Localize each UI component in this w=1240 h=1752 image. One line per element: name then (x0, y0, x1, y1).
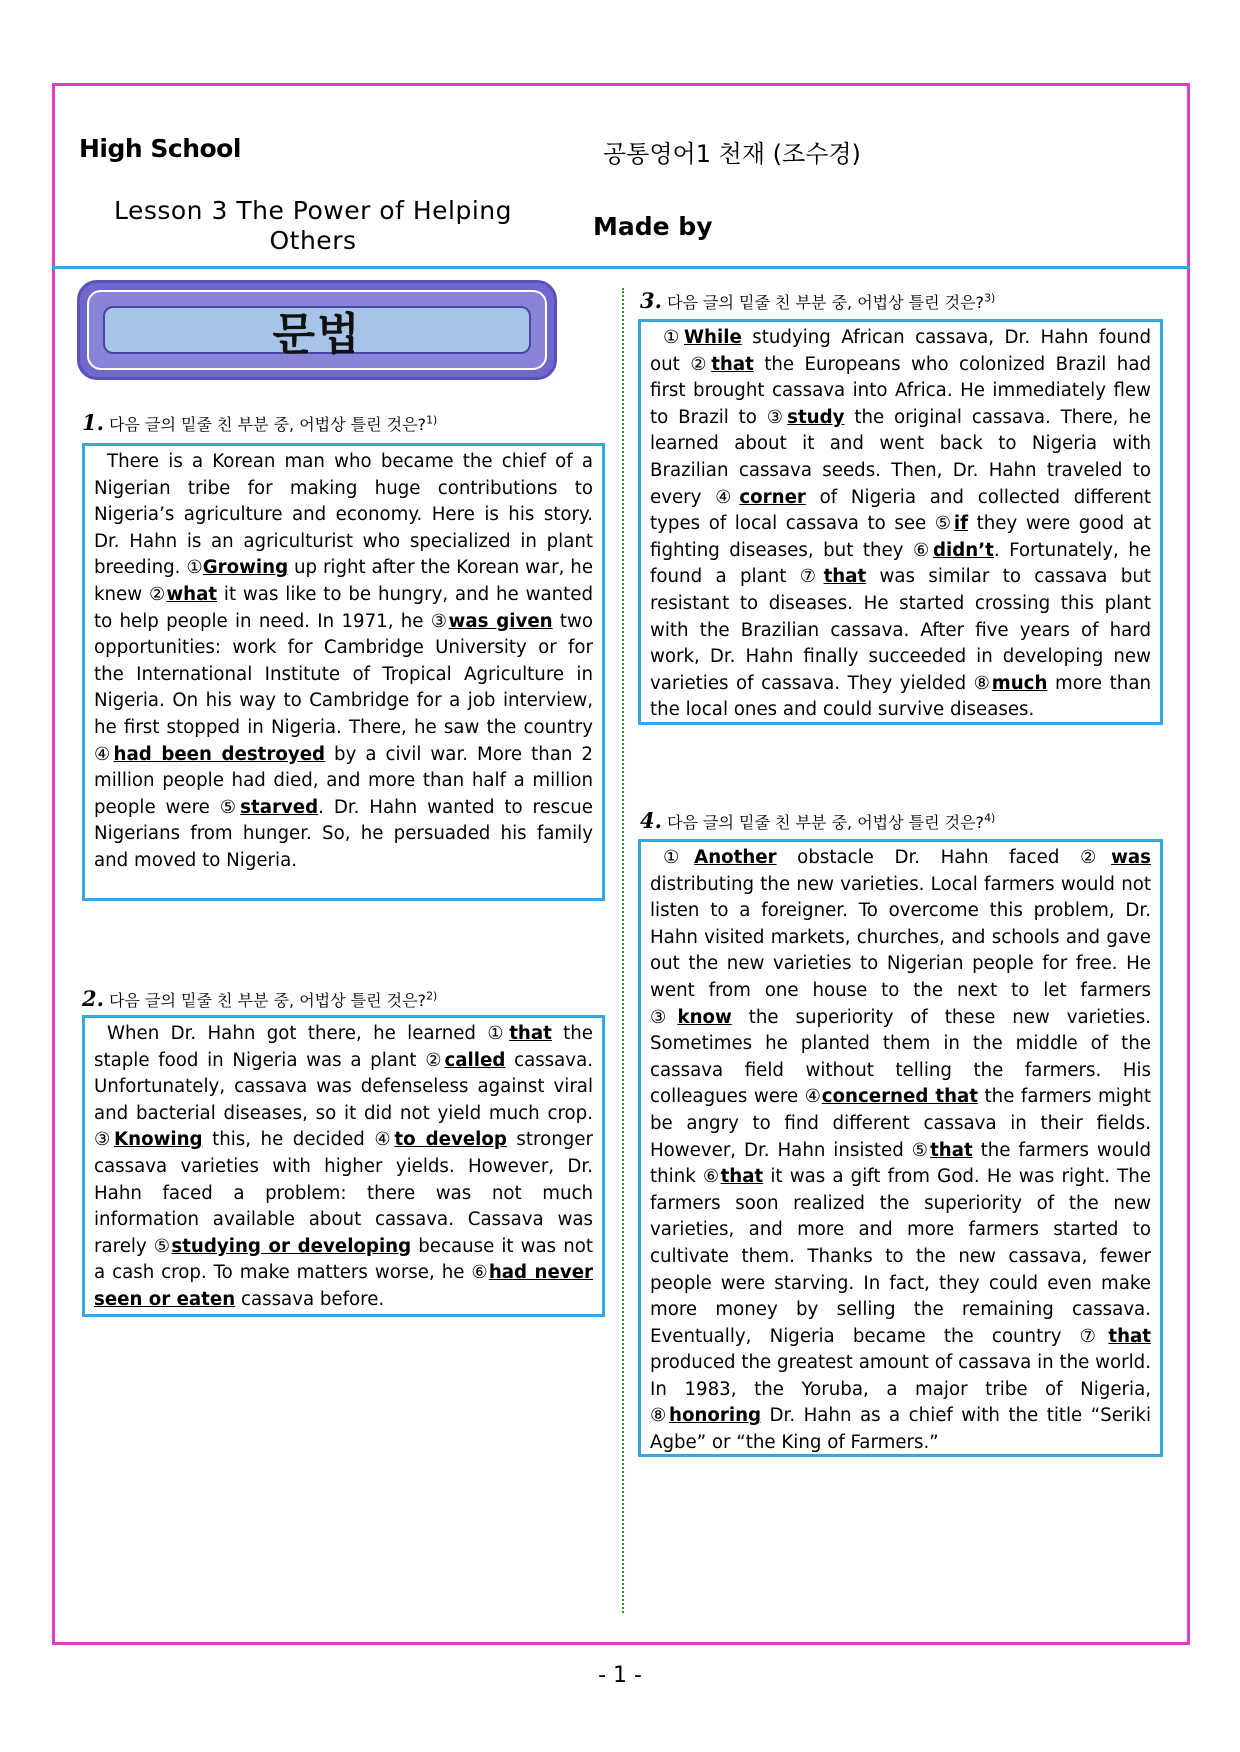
passage-run: produced the greatest amount of cassava in the world. In 1983, the Yoruba, a major tribe of Nigeria, ⑧ (650, 1352, 1151, 1427)
question-4-passage (638, 839, 1163, 1457)
textbook-label: 공통영어1 천재 (조수경) (603, 140, 861, 168)
made-by-label: Made by (593, 212, 713, 241)
passage-run: more than the local ones and could survive diseases. (650, 672, 1151, 721)
passage-run: ① (663, 327, 684, 348)
header-divider (52, 266, 1190, 269)
passage-run: obstacle Dr. Hahn faced ② (776, 847, 1112, 868)
passage-run: the superiority of these new varieties. Sometimes he planted them in the middle of the cassava field without telling the farmers. His colleagues were ④ (650, 1006, 1151, 1108)
passage-run: because it was not a cash crop. To make matters worse, he ⑥ (94, 1235, 593, 1284)
passage-run: the staple food in Nigeria was a plant ② (94, 1023, 593, 1071)
footnote-marker: 1) (426, 413, 438, 427)
underlined-phrase: was (1111, 847, 1151, 868)
underlined-phrase: if (953, 513, 969, 535)
underlined-phrase: Growing (202, 557, 289, 579)
passage-text (94, 1021, 593, 1314)
footnote-marker: 3) (984, 291, 996, 305)
passage-run: . Fortunately, he found a plant ⑦ (650, 539, 1152, 588)
school-label: High School (79, 134, 241, 163)
question-2-heading (82, 986, 437, 1011)
passage-run: Dr. Hahn as a chief with the title “Seriki Agbe” or “the King of Farmers.” (650, 1405, 1151, 1454)
section-banner (77, 280, 557, 380)
passage-run: two opportunities: work for Cambridge University or for the International Institute of Tropical Agriculture in Nigeria. On his way to Cambridge for a job interview, he first stopped in Nigeria. There, he saw the country ④ (94, 610, 594, 765)
question-number: 3. (640, 288, 662, 313)
underlined-phrase: starved (240, 796, 319, 818)
question-3-passage (638, 319, 1163, 725)
underlined-phrase: to develop (394, 1129, 507, 1151)
underlined-phrase: that (711, 353, 754, 375)
underlined-phrase: corner (739, 486, 806, 508)
question-prompt: 다음 글의 밑줄 친 부분 중, 어법상 틀린 것은? (109, 991, 427, 1010)
underlined-phrase: studying or developing (171, 1235, 412, 1257)
underlined-phrase: While (683, 327, 742, 348)
underlined-phrase: concerned that (821, 1086, 979, 1108)
passage-run: studying African cassava, Dr. Hahn found out ② (650, 327, 1151, 375)
passage-run: distributing the new varieties. Local farmers would not listen to a foreigner. To overcome this problem, Dr. Hahn visited markets, churches, and schools and gave out the new varieties to Nigerian people for free. He went from one house to the next to let farmers ③ (650, 873, 1151, 1028)
question-prompt: 다음 글의 밑줄 친 부분 중, 어법상 틀린 것은? (667, 293, 985, 312)
underlined-phrase: Knowing (114, 1129, 203, 1151)
passage-run: ① (663, 847, 695, 868)
passage-run: this, he decided ④ (202, 1129, 395, 1151)
question-1-passage (82, 443, 605, 901)
underlined-phrase: that (823, 566, 867, 588)
passage-run: cassava before. (235, 1288, 385, 1310)
passage-run: they were good at fighting diseases, but they ⑥ (650, 513, 1151, 561)
question-2-passage (82, 1015, 605, 1317)
passage-run: . Dr. Hahn wanted to rescue Nigerians from hunger. So, he persuaded his family and moved to Nigeria. (94, 796, 593, 871)
passage-run: the farmers would think ⑥ (650, 1139, 1151, 1188)
footnote-marker: 2) (426, 989, 438, 1003)
passage-text (94, 449, 593, 875)
passage-text (650, 845, 1151, 1457)
underlined-phrase: had never seen or eaten (94, 1262, 594, 1310)
underlined-phrase: that (720, 1166, 764, 1188)
underlined-phrase: didn’t (933, 539, 994, 561)
underlined-phrase: was given (448, 610, 553, 632)
question-prompt: 다음 글의 밑줄 친 부분 중, 어법상 틀린 것은? (109, 415, 427, 434)
question-number: 1. (82, 410, 104, 435)
column-divider (622, 288, 624, 1613)
question-prompt: 다음 글의 밑줄 친 부분 중, 어법상 틀린 것은? (667, 813, 985, 832)
question-number: 4. (640, 808, 662, 833)
passage-run: the Europeans who colonized Brazil had first brought cassava into Africa. He immediately flew to Brazil to ③ (650, 353, 1152, 428)
passage-run: by a civil war. More than 2 million people had died, and more than half a million people were ⑤ (94, 743, 594, 818)
question-3-heading (640, 288, 995, 313)
passage-run: it was like to be hungry, and he wanted to help people in need. In 1971, he ③ (94, 583, 593, 632)
underlined-phrase: that (1108, 1325, 1151, 1347)
passage-run: up right after the Korean war, he knew ② (94, 557, 594, 605)
underlined-phrase: study (787, 406, 845, 428)
underlined-phrase: had been destroyed (113, 743, 326, 765)
underlined-phrase: Another (694, 847, 777, 868)
page-number: - 1 - (598, 1663, 642, 1688)
underlined-phrase: know (677, 1006, 732, 1028)
passage-run: was similar to cassava but resistant to diseases. He started crossing this plant with the Brazilian cassava. After five years of hard work, Dr. Hahn finally succeeded in developing new varieties of cassava. They yielded ⑧ (650, 566, 1151, 694)
passage-run: of Nigeria and collected different types of local cassava to see ⑤ (650, 486, 1151, 535)
passage-run: There is a Korean man who became the chief of a Nigerian tribe for making huge contributions to Nigeria’s agriculture and economy. Here is his story. Dr. Hahn is an agriculturist who specialized in plant breeding. ① (94, 451, 593, 579)
passage-run: the farmers might be angry to find different cassava in their fields. However, Dr. Hahn insisted ⑤ (650, 1086, 1151, 1161)
underlined-phrase: that (930, 1139, 973, 1161)
passage-text (650, 325, 1151, 724)
underlined-phrase: what (166, 583, 218, 605)
underlined-phrase: much (991, 672, 1048, 694)
passage-run: stronger cassava varieties with higher yields. However, Dr. Hahn faced a problem: there was not much information available about cassava. Cassava was rarely ⑤ (94, 1129, 593, 1257)
underlined-phrase: honoring (669, 1405, 762, 1427)
lesson-title: Lesson 3 The Power of Helping Others (113, 196, 513, 255)
underlined-phrase: called (444, 1049, 506, 1071)
question-4-heading (640, 808, 995, 833)
passage-run: the original cassava. There, he learned about it and went back to Nigeria with Brazilian cassava seeds. Then, Dr. Hahn traveled to every ④ (650, 406, 1152, 508)
passage-run: When Dr. Hahn got there, he learned ① (107, 1023, 510, 1044)
question-number: 2. (82, 986, 104, 1011)
passage-run: cassava. Unfortunately, cassava was defenseless against viral and bacterial diseases, so it did not yield much crop. ③ (94, 1049, 593, 1151)
section-title: 문법 (272, 309, 362, 360)
passage-run: it was a gift from God. He was right. The farmers soon realized the superiority of the new varieties, and more and more farmers started to cultivate them. Thanks to the new cassava, fewer people were starving. In fact, they could even make more money by selling the remaining cassava. Eventually, Nigeria became the country ⑦ (650, 1166, 1151, 1347)
question-1-heading (82, 410, 437, 435)
underlined-phrase: that (509, 1023, 552, 1044)
footnote-marker: 4) (984, 811, 996, 825)
